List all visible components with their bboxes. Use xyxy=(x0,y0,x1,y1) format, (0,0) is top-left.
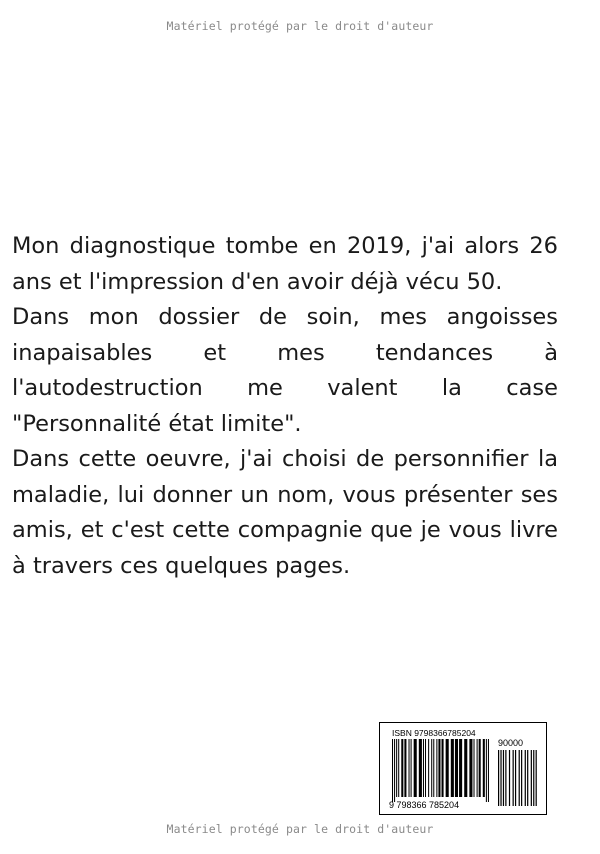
barcode-bar xyxy=(521,750,522,806)
back-cover-text xyxy=(12,229,558,584)
barcode-bar xyxy=(414,739,417,797)
barcode-bar xyxy=(425,739,426,797)
barcode-bar xyxy=(479,739,481,797)
barcode-bar xyxy=(404,739,406,797)
price-code: 90000 xyxy=(498,738,524,748)
barcode-bar xyxy=(509,750,510,806)
barcode-bar xyxy=(398,739,399,797)
barcode-bar xyxy=(401,739,403,797)
barcode-bar xyxy=(455,739,458,797)
barcode-bar xyxy=(464,739,467,797)
barcode-bar xyxy=(442,739,444,797)
isbn-barcode-block xyxy=(379,722,547,815)
barcode-bar xyxy=(394,739,395,802)
barcode-bar xyxy=(519,750,520,806)
barcode-bar xyxy=(411,739,412,797)
main-barcode-bars xyxy=(392,739,489,802)
barcode-bar xyxy=(433,739,434,797)
barcode-bar xyxy=(486,739,487,802)
copyright-watermark-bottom: Matériel protégé par le droit d'auteur xyxy=(166,822,434,836)
paragraph-care-record: Dans mon dossier de soin, mes angoisses inapaisables et mes tendances à l'autodestruction me valent la case "Personnalité état limite". xyxy=(12,304,558,437)
barcode-bar xyxy=(396,739,397,797)
barcode-bar xyxy=(469,739,472,797)
barcode-bar xyxy=(533,750,534,806)
barcode-bar xyxy=(438,739,440,797)
barcode-bar xyxy=(505,750,506,806)
barcode-bar xyxy=(503,750,504,806)
barcode-bar xyxy=(513,750,514,806)
barcode-bar xyxy=(451,739,454,797)
paragraph-work-description: Dans cette oeuvre, j'ai choisi de personnifier la maladie, lui donner un nom, vous présenter ses amis, et c'est cette compagnie que je vous livre à travers ces quelques pages. xyxy=(12,446,558,579)
barcode-bar xyxy=(531,750,532,806)
barcode-bar xyxy=(473,739,474,797)
barcode-bar xyxy=(436,739,437,797)
barcode-bar xyxy=(483,739,485,797)
copyright-watermark-top: Matériel protégé par le droit d'auteur xyxy=(166,19,434,33)
barcode-bar xyxy=(392,739,393,802)
paragraph-diagnosis: Mon diagnostique tombe en 2019, j'ai alors 26 ans et l'impression d'en avoir déjà vécu 50. xyxy=(12,233,558,295)
barcode-bar xyxy=(515,750,516,806)
barcode-bar xyxy=(536,750,537,806)
barcode-bar xyxy=(488,739,489,802)
barcode-bar xyxy=(428,739,429,797)
barcode-bar xyxy=(525,750,526,806)
barcode-bar xyxy=(409,739,410,797)
barcode-bar xyxy=(423,739,424,797)
isbn-label: ISBN 9798366785204 xyxy=(392,728,476,738)
barcode-bar xyxy=(527,750,528,806)
barcode-bar xyxy=(500,750,501,806)
barcode-bar xyxy=(477,739,478,797)
barcode-bar xyxy=(446,739,449,797)
price-addon-bars xyxy=(498,750,537,806)
barcode-bar xyxy=(459,739,462,797)
barcode-bar xyxy=(419,739,422,797)
barcode-digits: 9 798366 785204 xyxy=(389,800,460,810)
barcode-bar xyxy=(498,750,499,806)
barcode-bar xyxy=(431,739,432,797)
